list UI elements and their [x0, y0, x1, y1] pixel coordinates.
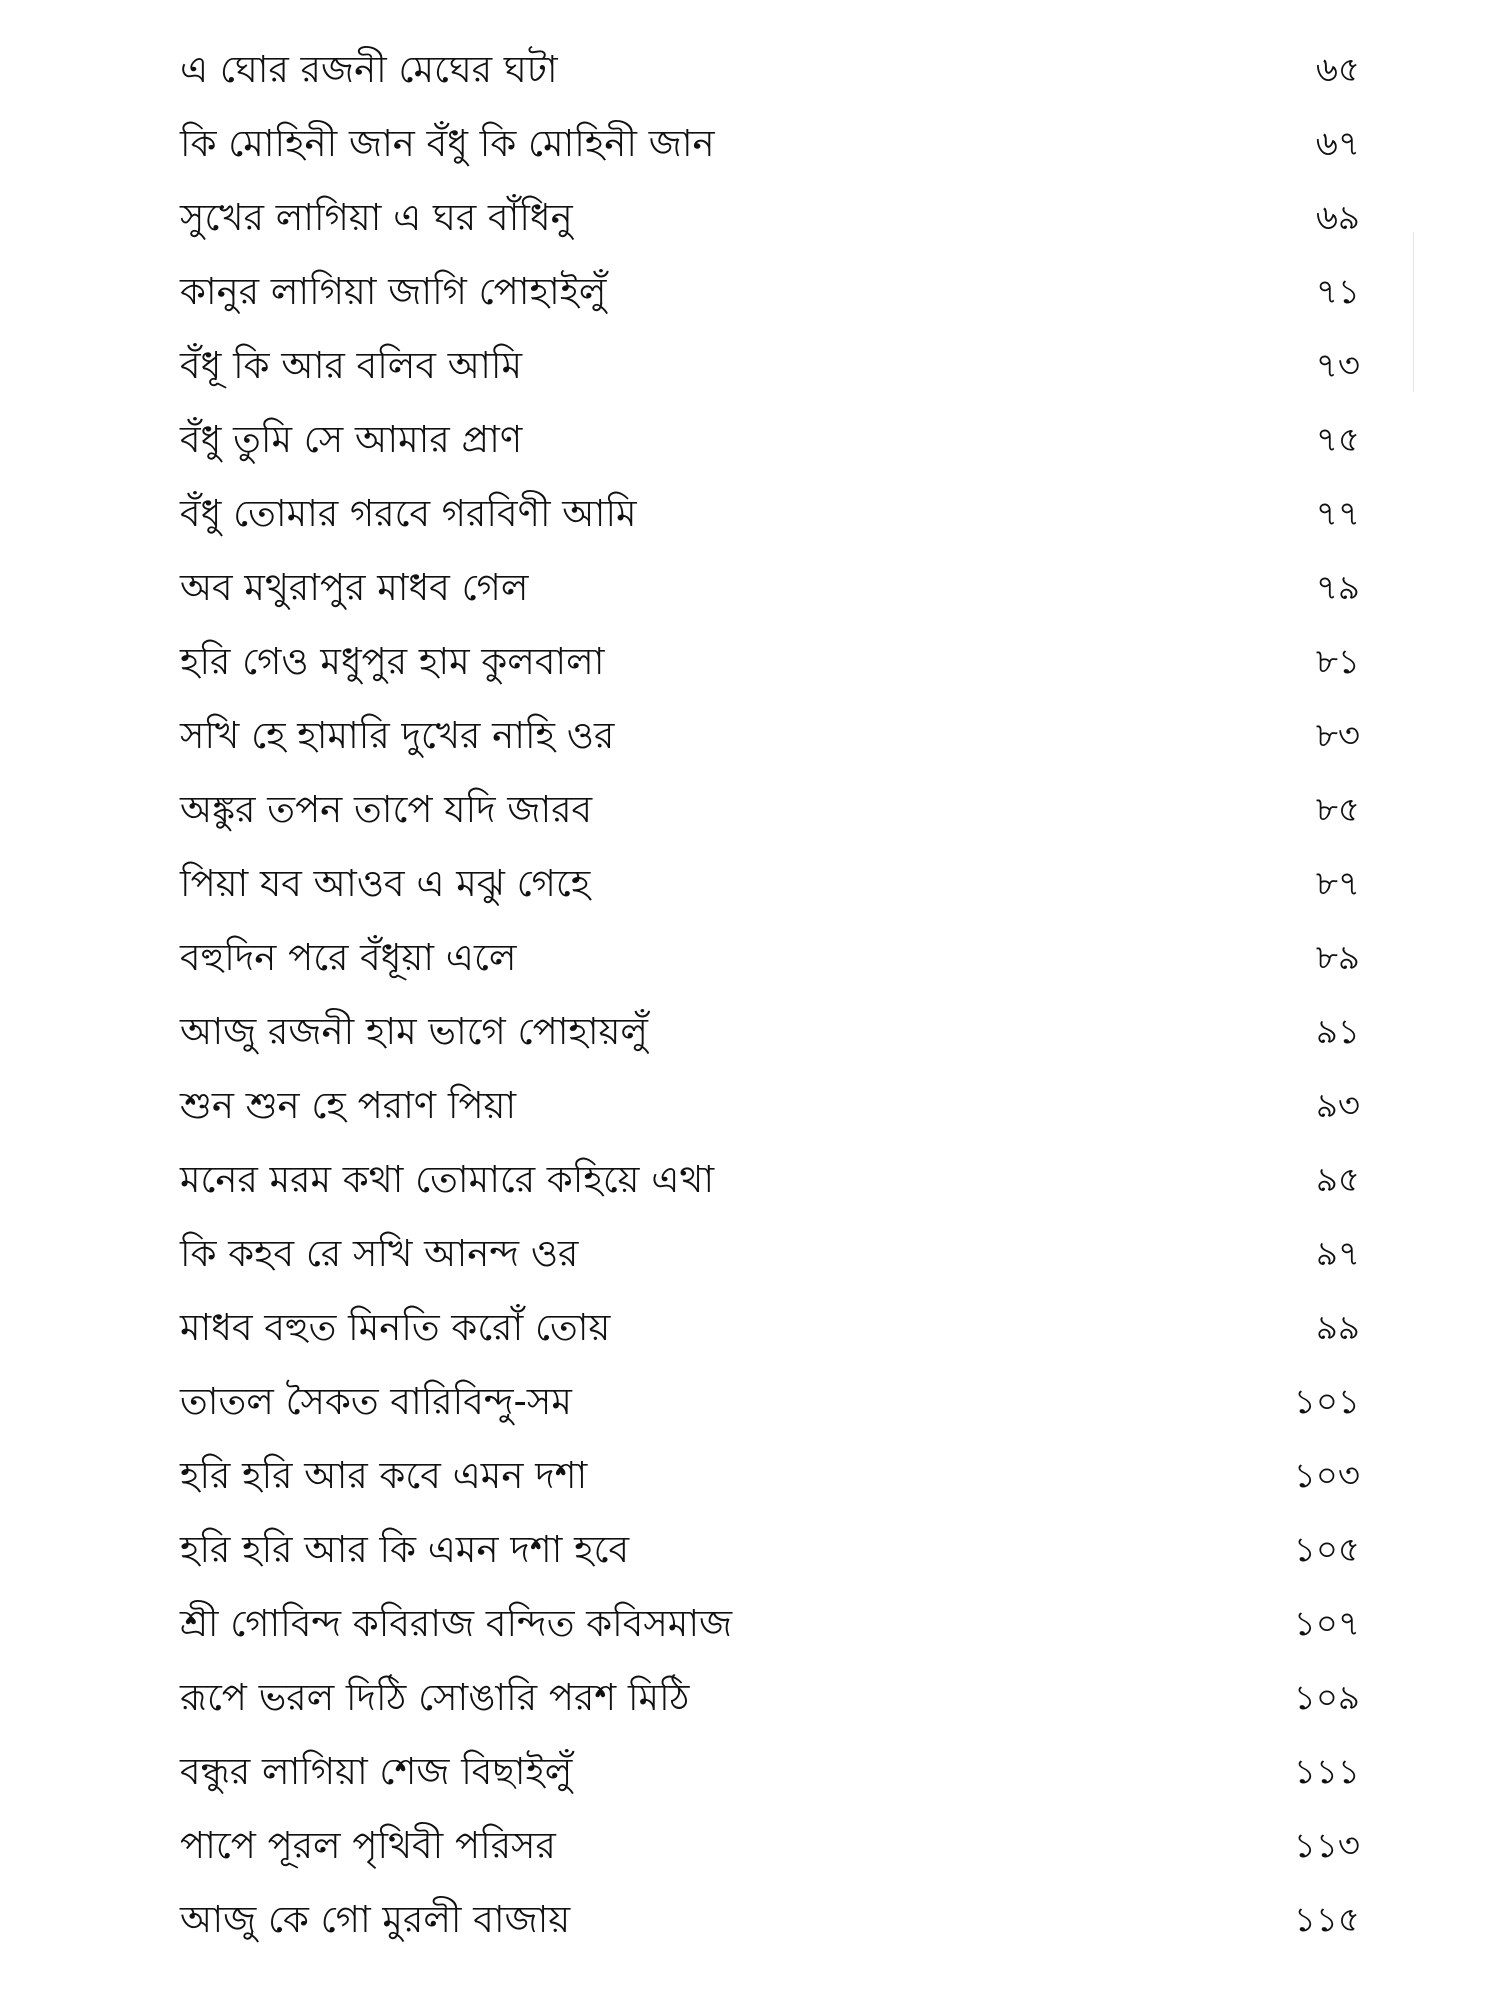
toc-entry-title: হরি হরি আর কি এমন দশা হবে: [180, 1528, 630, 1571]
toc-entry: [180, 1446, 1360, 1506]
toc-entry-page: ৬৯: [1315, 198, 1360, 238]
toc-entry-title: হরি হরি আর কবে এমন দশা: [180, 1454, 588, 1497]
page-edge-line: [1413, 232, 1414, 392]
toc-entry: [180, 854, 1360, 914]
toc-entry-page: ৬৫: [1315, 50, 1360, 90]
toc-entry: [180, 484, 1360, 544]
toc-entry-page: ৯৫: [1315, 1160, 1360, 1200]
toc-entry-page: ৬৭: [1315, 124, 1360, 164]
toc-entry: [180, 40, 1360, 100]
toc-entry: [180, 1668, 1360, 1728]
toc-entry-page: ৯১: [1315, 1012, 1360, 1052]
toc-entry: [180, 1742, 1360, 1802]
toc-entry-title: বঁধু তোমার গরবে গরবিণী আমি: [180, 492, 637, 535]
toc-entry: [180, 780, 1360, 840]
toc-entry-page: ৭৭: [1315, 494, 1360, 534]
toc-entry-page: ১০১: [1293, 1382, 1360, 1422]
toc-entry-title: মাধব বহুত মিনতি করোঁ তোয়: [180, 1306, 611, 1349]
toc-entry-page: ১০৯: [1293, 1678, 1360, 1718]
toc-entry: [180, 262, 1360, 322]
toc-entry-title: কানুর লাগিয়া জাগি পোহাইলুঁ: [180, 270, 607, 313]
toc-entry: [180, 1150, 1360, 1210]
toc-entry-page: ১০৫: [1293, 1530, 1360, 1570]
toc-entry: [180, 410, 1360, 470]
toc-entry: [180, 1224, 1360, 1284]
toc-entry-page: ৯৯: [1315, 1308, 1360, 1348]
toc-entry: [180, 1890, 1360, 1950]
toc-entry-page: ১১৫: [1293, 1900, 1360, 1940]
toc-entry: [180, 558, 1360, 618]
toc-entry-title: সুখের লাগিয়া এ ঘর বাঁধিনু: [180, 196, 573, 239]
toc-entry-title: তাতল সৈকত বারিবিন্দু-সম: [180, 1380, 572, 1423]
toc-entry-page: ৯৭: [1315, 1234, 1360, 1274]
toc-entry-page: ৮৫: [1315, 790, 1360, 830]
toc-entry: [180, 114, 1360, 174]
toc-entry-title: অব মথুরাপুর মাধব গেল: [180, 566, 529, 609]
toc-entry-page: ৭৫: [1315, 420, 1360, 460]
toc-entry: [180, 1002, 1360, 1062]
toc-entry-page: ৮৯: [1315, 938, 1360, 978]
toc-entry-title: বন্ধুর লাগিয়া শেজ বিছাইলুঁ: [180, 1750, 573, 1793]
toc-entry: [180, 1076, 1360, 1136]
toc-entry-title: শ্রী গোবিন্দ কবিরাজ বন্দিত কবিসমাজ: [180, 1602, 733, 1645]
toc-entry: [180, 1816, 1360, 1876]
toc-entry: [180, 1298, 1360, 1358]
toc-entry-page: ১০৭: [1293, 1604, 1360, 1644]
toc-entry-page: ৮১: [1315, 642, 1360, 682]
toc-entry-title: বহুদিন পরে বঁধূয়া এলে: [180, 936, 517, 979]
toc-entry-title: কি কহব রে সখি আনন্দ ওর: [180, 1232, 579, 1275]
toc-entry: [180, 1372, 1360, 1432]
toc-entry-title: শুন শুন হে পরাণ পিয়া: [180, 1084, 517, 1127]
toc-entry-page: ৭১: [1315, 272, 1360, 312]
toc-entry: [180, 632, 1360, 692]
toc-entry-title: পিয়া যব আওব এ মঝু গেহে: [180, 862, 591, 905]
toc-entry-title: এ ঘোর রজনী মেঘের ঘটা: [180, 48, 558, 91]
toc-entry-page: ৯৩: [1315, 1086, 1360, 1126]
toc-entry: [180, 1594, 1360, 1654]
toc-entry-title: মনের মরম কথা তোমারে কহিয়ে এথা: [180, 1158, 715, 1201]
toc-entry-page: ১১৩: [1293, 1826, 1360, 1866]
toc-entry-title: অঙ্কুর তপন তাপে যদি জারব: [180, 788, 593, 831]
toc-entry-title: বঁধূ কি আর বলিব আমি: [180, 344, 522, 387]
toc-entry-page: ৭৯: [1315, 568, 1360, 608]
toc-entry-title: পাপে পূরল পৃথিবী পরিসর: [180, 1824, 556, 1867]
toc-entry-page: ৮৩: [1315, 716, 1360, 756]
toc-entry: [180, 928, 1360, 988]
toc-entry-page: ৮৭: [1315, 864, 1360, 904]
toc-entry: [180, 188, 1360, 248]
toc-entry-page: ১০৩: [1293, 1456, 1360, 1496]
toc-entry-title: হরি গেও মধুপুর হাম কুলবালা: [180, 640, 605, 683]
toc-entry: [180, 336, 1360, 396]
toc-entry-title: সখি হে হামারি দুখের নাহি ওর: [180, 714, 615, 757]
toc-entry-title: রূপে ভরল দিঠি সোঙারি পরশ মিঠি: [180, 1676, 690, 1719]
toc-entry: [180, 1520, 1360, 1580]
toc-entry-title: আজু রজনী হাম ভাগে পোহায়লুঁ: [180, 1010, 648, 1053]
toc-entry-page: ৭৩: [1315, 346, 1360, 386]
toc-entry-title: আজু কে গো মুরলী বাজায়: [180, 1898, 571, 1941]
toc-entry-page: ১১১: [1293, 1752, 1360, 1792]
toc-entry-title: কি মোহিনী জান বঁধু কি মোহিনী জান: [180, 122, 715, 165]
toc-entry-title: বঁধু তুমি সে আমার প্রাণ: [180, 418, 523, 461]
toc-entry: [180, 706, 1360, 766]
